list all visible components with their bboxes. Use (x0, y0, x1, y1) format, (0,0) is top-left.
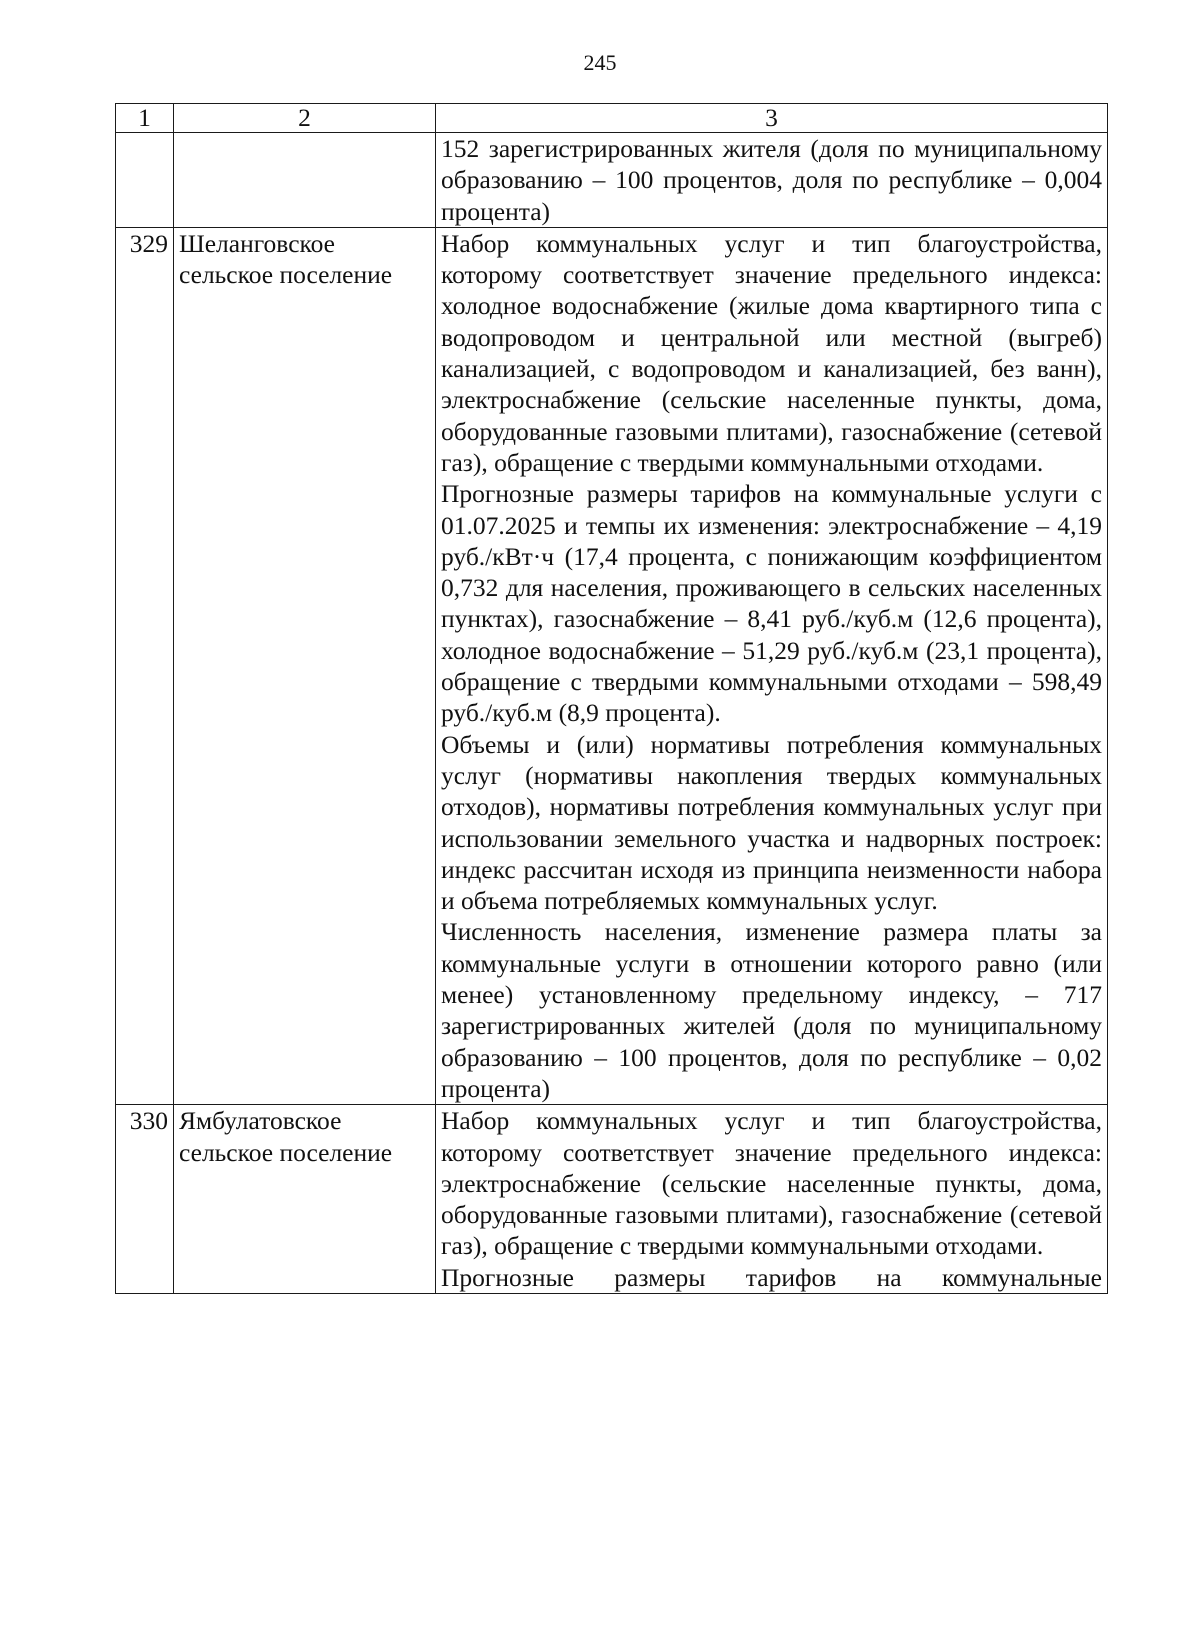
municipality-name-cell: Шеланговское сельское поселение (174, 227, 436, 1104)
description-paragraph: Прогнозные размеры тарифов на коммунальные (441, 1262, 1102, 1292)
page-number: 245 (583, 50, 617, 75)
description-cell (436, 133, 1108, 228)
row-number-cell (116, 133, 174, 228)
description-cell (436, 227, 1108, 1104)
column-header-1: 1 (116, 104, 174, 133)
table-row-330 (116, 1105, 1108, 1294)
row-number-cell: 329 (116, 227, 174, 1104)
tariff-table (115, 103, 1108, 1294)
row-number-cell: 330 (116, 1105, 174, 1294)
description-paragraph: Численность населения, изменение размера платы за коммунальные услуги в отношении которого равно (или менее) установленному предельному индексу, – 717 зарегистрированных жителей (доля по муниципальному образованию – 100 процентов, доля по республике – 0,02 процента) (441, 917, 1102, 1103)
description-paragraph: 152 зарегистрированных жителя (доля по муниципальному образованию – 100 процентов, доля по республике – 0,004 процента) (441, 134, 1102, 226)
column-header-3: 3 (436, 104, 1108, 133)
table-header-row (116, 104, 1108, 133)
description-paragraph: Прогнозные размеры тарифов на коммунальные услуги с 01.07.2025 и темпы их изменения: электроснабжение – 4,19 руб./кВт·ч (17,4 процента, с понижающим коэффициентом 0,732 для населения, проживающего в сельских населенных пунктах), газоснабжение – 8,41 руб./куб.м (12,6 процента), холодное водоснабжение – 51,29 руб./куб.м (23,1 процента), обращение с твердыми коммунальными отходами – 598,49 руб./куб.м (8,9 процента). (441, 479, 1102, 728)
municipality-name-cell: Ямбулатовское сельское поселение (174, 1105, 436, 1294)
column-header-2: 2 (174, 104, 436, 133)
table-row-329 (116, 227, 1108, 1104)
description-cell (436, 1105, 1108, 1294)
description-paragraph: Набор коммунальных услуг и тип благоустройства, которому соответствует значение предельного индекса: электроснабжение (сельские населенные пункты, дома, оборудованные газовыми плитами), газоснабжение (сетевой газ), обращение с твердыми коммунальными отходами. (441, 1106, 1102, 1261)
municipality-name-cell (174, 133, 436, 228)
description-paragraph: Объемы и (или) нормативы потребления коммунальных услуг (нормативы накопления твердых коммунальных отходов), нормативы потребления коммунальных услуг при использовании земельного участка и надворных построек: индекс рассчитан исходя из принципа неизменности набора и объема потребляемых коммунальных услуг. (441, 729, 1102, 916)
description-paragraph: Набор коммунальных услуг и тип благоустройства, которому соответствует значение предельного индекса: холодное водоснабжение (жилые дома квартирного типа с водопроводом и центральной или местной (выгреб) канализацией, с водопроводом и канализацией, без ванн), электроснабжение (сельские населенные пункты, дома, оборудованные газовыми плитами), газоснабжение (сетевой газ), обращение с твердыми коммунальными отходами. (441, 228, 1102, 477)
table-row-continuation (116, 133, 1108, 228)
